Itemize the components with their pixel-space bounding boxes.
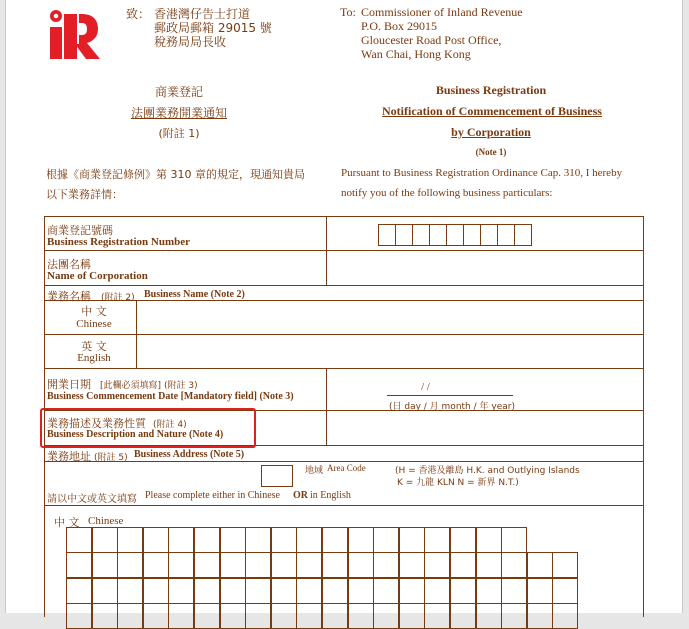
chinese-address-cell[interactable]	[194, 527, 220, 553]
chinese-address-cell[interactable]	[194, 578, 220, 604]
intro-cn-line1: 根據《商業登記條例》第 310 章的規定，現通知貴局	[46, 168, 305, 181]
intro-en-line2: notify you of the following business particulars:	[341, 187, 553, 199]
to-cn-line3: 稅務局局長收	[154, 35, 227, 49]
chinese-address-cell[interactable]	[476, 578, 502, 604]
chinese-address-cell[interactable]	[66, 603, 92, 629]
ird-logo-icon	[48, 8, 102, 62]
chinese-address-cell[interactable]	[450, 578, 476, 604]
desc-label-cn: 業務描述及業務性質	[47, 417, 146, 430]
chinese-address-cell[interactable]	[501, 527, 527, 553]
chinese-address-cell[interactable]	[66, 578, 92, 604]
date-hint: (日 day / 月 month / 年 year)	[389, 402, 515, 412]
chinese-address-cell[interactable]	[92, 578, 118, 604]
bizname-chinese-field[interactable]	[138, 302, 642, 332]
title-cn-line1: 商業登記	[154, 85, 203, 99]
chinese-address-cell[interactable]	[92, 603, 118, 629]
chinese-address-cell[interactable]	[450, 603, 476, 629]
chinese-address-cell[interactable]	[348, 603, 374, 629]
chinese-address-cell[interactable]	[450, 527, 476, 553]
to-en-line2: P.O. Box 29015	[361, 19, 438, 33]
bizname-note-cn: (附註 2)	[101, 293, 135, 303]
chinese-address-cell[interactable]	[527, 552, 553, 578]
to-en-label: To:	[340, 5, 356, 19]
chinese-address-cell[interactable]	[271, 552, 297, 578]
title-en-line2: Notification of Commencement of Business	[382, 104, 602, 118]
chinese-address-cell[interactable]	[296, 552, 322, 578]
chinese-address-cell[interactable]	[245, 552, 271, 578]
chinese-address-cell[interactable]	[501, 552, 527, 578]
bizname-label-en: Business Name (Note 2)	[144, 289, 245, 300]
title-en-line1: Business Registration	[435, 83, 547, 97]
chinese-address-cell[interactable]	[373, 603, 399, 629]
form-page	[5, 0, 683, 613]
addr-note-cn: (附註 5)	[94, 453, 128, 463]
chinese-address-cell[interactable]	[476, 552, 502, 578]
chinese-address-cell[interactable]	[424, 578, 450, 604]
chinese-address-cell[interactable]	[399, 552, 425, 578]
date-label-cn: 開業日期	[47, 378, 91, 391]
chinese-address-cell[interactable]	[322, 527, 348, 553]
chinese-address-cell[interactable]	[527, 578, 553, 604]
chinese-address-cell[interactable]	[373, 578, 399, 604]
complete-en-or: OR	[293, 490, 308, 501]
chinese-label-cn: 中 文	[81, 305, 107, 318]
title-en-note: (Note 1)	[475, 147, 507, 157]
chinese-address-cell[interactable]	[527, 603, 553, 629]
chinese-address-cell[interactable]	[399, 527, 425, 553]
chinese-address-cell[interactable]	[143, 527, 169, 553]
chinese-address-cell[interactable]	[168, 552, 194, 578]
chinese-address-cell[interactable]	[92, 552, 118, 578]
chinese-address-cell[interactable]	[424, 527, 450, 553]
chinese-address-cell[interactable]	[476, 527, 502, 553]
chinese-address-cell[interactable]	[143, 578, 169, 604]
chinese-address-cell[interactable]	[296, 603, 322, 629]
desc-note-cn: (附註 4)	[153, 420, 187, 430]
chinese-address-cell[interactable]	[271, 578, 297, 604]
chinese-address-cell[interactable]	[296, 527, 322, 553]
to-cn-line1: 香港灣仔告士打道	[154, 7, 251, 21]
chinese-address-cell[interactable]	[296, 578, 322, 604]
chinese-address-cell[interactable]	[66, 527, 92, 553]
chinese-address-cell[interactable]	[220, 578, 246, 604]
complete-en-pre: Please complete either in Chinese	[145, 490, 280, 501]
to-cn-label: 致：	[126, 7, 151, 21]
chinese-address-cell[interactable]	[424, 552, 450, 578]
chinese-address-cell[interactable]	[117, 552, 143, 578]
title-cn-line2: 法團業務開業通知	[130, 106, 227, 120]
intro-cn-line2: 以下業務詳情：	[46, 188, 123, 201]
to-en-line4: Wan Chai, Hong Kong	[361, 47, 471, 61]
desc-field[interactable]	[328, 412, 642, 443]
chinese-address-cell[interactable]	[322, 603, 348, 629]
chinese-addr-en: Chinese	[88, 515, 124, 527]
to-en-line3: Gloucester Road Post Office,	[361, 33, 502, 47]
addr-label-cn: 業務地址	[47, 450, 91, 463]
intro-en-line1: Pursuant to Business Registration Ordinance Cap. 310, I hereby	[341, 167, 623, 179]
chinese-address-cell[interactable]	[424, 603, 450, 629]
chinese-address-cell[interactable]	[168, 527, 194, 553]
date-note-cn: (附註 3)	[164, 381, 198, 391]
chinese-address-cell[interactable]	[220, 603, 246, 629]
chinese-address-cell[interactable]	[322, 578, 348, 604]
chinese-address-cell[interactable]	[117, 578, 143, 604]
date-input[interactable]	[387, 380, 513, 395]
chinese-address-cell[interactable]	[194, 552, 220, 578]
chinese-address-cell[interactable]	[373, 527, 399, 553]
chinese-address-cell[interactable]	[399, 578, 425, 604]
chinese-address-cell[interactable]	[245, 578, 271, 604]
corp-label-cn: 法團名稱	[47, 258, 91, 271]
chinese-addr-cn: 中 文	[54, 516, 80, 529]
brn-label-en: Business Registration Number	[47, 236, 191, 248]
english-label-en: English	[77, 352, 111, 364]
chinese-address-cell[interactable]	[168, 603, 194, 629]
bizname-english-field[interactable]	[138, 336, 642, 366]
english-label-cn: 英 文	[81, 340, 107, 353]
chinese-address-cell[interactable]	[194, 603, 220, 629]
chinese-address-cell[interactable]	[552, 578, 578, 604]
brn-label-cn: 商業登記號碼	[47, 224, 113, 237]
chinese-label-en: Chinese	[76, 318, 112, 330]
chinese-address-cell[interactable]	[348, 527, 374, 553]
area-k: K = 九龍 KLN N = 新界 N.T.)	[397, 478, 519, 488]
date-mandatory-cn: [此欄必須填寫]	[100, 381, 162, 391]
chinese-address-cell[interactable]	[348, 552, 374, 578]
chinese-address-cell[interactable]	[245, 603, 271, 629]
chinese-address-cell[interactable]	[92, 527, 118, 553]
chinese-address-cell[interactable]	[322, 552, 348, 578]
highlight-box	[40, 408, 256, 448]
chinese-address-cell[interactable]	[476, 603, 502, 629]
chinese-address-cell[interactable]	[399, 603, 425, 629]
chinese-address-cell[interactable]	[348, 578, 374, 604]
chinese-address-cell[interactable]	[501, 578, 527, 604]
chinese-address-cell[interactable]	[117, 527, 143, 553]
chinese-address-cell[interactable]	[501, 603, 527, 629]
date-separators: / /	[421, 381, 430, 393]
area-code-en: Area Code	[327, 463, 366, 473]
addr-label-en: Business Address (Note 5)	[134, 449, 245, 460]
complete-cn: 請以中文或英文填寫	[47, 494, 137, 505]
desc-label-en: Business Description and Nature (Note 4)	[47, 429, 224, 440]
chinese-address-cell[interactable]	[143, 603, 169, 629]
chinese-address-cell[interactable]	[373, 552, 399, 578]
chinese-address-cell[interactable]	[220, 552, 246, 578]
chinese-address-cell[interactable]	[117, 603, 143, 629]
chinese-address-cell[interactable]	[450, 552, 476, 578]
chinese-address-cell[interactable]	[66, 552, 92, 578]
corp-name-field[interactable]	[328, 252, 642, 284]
complete-en-post: in English	[310, 490, 351, 501]
to-cn-line2: 郵政局郵箱 29015 號	[154, 21, 272, 35]
area-code-box[interactable]	[261, 465, 293, 487]
date-label-en: Business Commencement Date [Mandatory field] (Note 3)	[47, 391, 294, 402]
area-code-cn: 地域	[305, 466, 324, 476]
chinese-address-cell[interactable]	[552, 552, 578, 578]
corp-label-en: Name of Corporation	[47, 270, 148, 282]
chinese-address-cell[interactable]	[271, 527, 297, 553]
title-cn-note: (附註 1)	[158, 127, 200, 140]
chinese-address-cell[interactable]	[245, 527, 271, 553]
bizname-label-cn: 業務名稱	[47, 290, 91, 303]
chinese-address-cell[interactable]	[220, 527, 246, 553]
chinese-address-cell[interactable]	[552, 603, 578, 629]
chinese-address-cell[interactable]	[271, 603, 297, 629]
chinese-address-cell[interactable]	[168, 578, 194, 604]
chinese-address-cell[interactable]	[143, 552, 169, 578]
title-en-line3: by Corporation	[451, 125, 531, 139]
to-en-line1: Commissioner of Inland Revenue	[361, 5, 523, 19]
area-h: (H = 香港及離島 H.K. and Outlying Islands	[395, 466, 580, 476]
